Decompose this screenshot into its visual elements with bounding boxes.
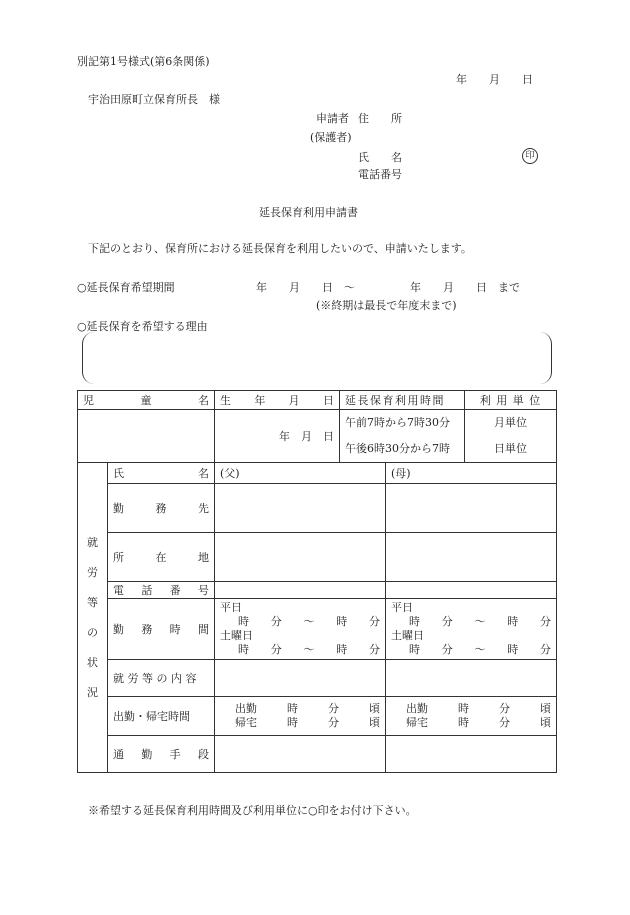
form-number: 別記第1号様式(第6条関係) (77, 55, 210, 68)
birth-date-header: 生 年 月 日 (215, 391, 340, 410)
parent-name-row (78, 463, 557, 484)
applicant-label: 申請者 (316, 112, 349, 125)
workplace-label: 勤 務 先 (108, 484, 215, 533)
reason-label: ○延長保育を希望する理由 (77, 320, 208, 333)
location-row (78, 533, 557, 582)
commute-means-label: 通 勤 手 段 (108, 736, 215, 773)
address-label: 住 所 (358, 112, 402, 125)
date-line: 年 月 日 (456, 73, 533, 86)
application-table (77, 390, 557, 773)
father-phone-input[interactable] (215, 582, 386, 599)
unit-option-month[interactable]: 月単位 (494, 416, 527, 429)
unit-options[interactable] (465, 410, 557, 463)
father-commute-time-input[interactable]: 出勤 時 分 頃 帰宅 時 分 頃 (215, 697, 386, 736)
table-header-row (78, 391, 557, 410)
mother-commute-means-input[interactable] (386, 736, 557, 773)
mother-commute-time-input[interactable]: 出勤 時 分 頃 帰宅 時 分 頃 (386, 697, 557, 736)
name-label: 氏 名 (358, 151, 402, 164)
period-label: ○延長保育希望期間 (77, 281, 175, 294)
period-range: 年 月 日 ～ 年 月 日 まで (256, 281, 520, 294)
child-name-input[interactable] (78, 410, 215, 463)
mother-work-hours-input[interactable]: 平日 時 分 ～ 時 分 土曜日 時 分 ～ 時 分 (386, 599, 557, 660)
commute-time-label: 出勤・帰宅時間 (108, 697, 215, 736)
mother-name-input[interactable]: (母) (386, 463, 557, 484)
hours-option-evening[interactable]: 午後6時30分から7時 (345, 442, 450, 455)
mother-work-content-input[interactable] (386, 660, 557, 697)
father-commute-means-input[interactable] (215, 736, 386, 773)
commute-time-row (78, 697, 557, 736)
father-workplace-input[interactable] (215, 484, 386, 533)
phone-label: 電話番号 (358, 168, 402, 181)
usage-unit-header: 利 用 単 位 (465, 391, 557, 410)
father-location-input[interactable] (215, 533, 386, 582)
hours-options[interactable] (340, 410, 465, 463)
parent-name-label: 氏 名 (108, 463, 215, 484)
work-content-row (78, 660, 557, 697)
reason-input-area[interactable] (82, 332, 552, 384)
work-content-label: 就 労 等 の 内 容 (108, 660, 215, 697)
child-name-header: 児 童 名 (78, 391, 215, 410)
father-name-input[interactable]: (父) (215, 463, 386, 484)
unit-option-day[interactable]: 日単位 (494, 442, 527, 455)
intro-text: 下記のとおり、保育所における延長保育を利用したいので、申請いたします。 (88, 242, 472, 255)
mother-workplace-input[interactable] (386, 484, 557, 533)
father-work-content-input[interactable] (215, 660, 386, 697)
extended-hours-header: 延長保育利用時間 (340, 391, 465, 410)
mother-phone-input[interactable] (386, 582, 557, 599)
phone-row (78, 582, 557, 599)
work-hours-label: 勤 務 時 間 (108, 599, 215, 660)
period-note: (※終期は最長で年度末まで) (316, 299, 457, 312)
phone-number-label: 電 話 番 号 (108, 582, 215, 599)
guardian-label: (保護者) (310, 131, 352, 144)
child-row (78, 410, 557, 463)
birth-date-input[interactable]: 年 月 日 (215, 410, 340, 463)
footer-note: ※希望する延長保育利用時間及び利用単位に○印をお付け下さい。 (88, 804, 417, 817)
addressee: 宇治田原町立保育所長 様 (88, 93, 220, 106)
father-work-hours-input[interactable]: 平日 時 分 ～ 時 分 土曜日 時 分 ～ 時 分 (215, 599, 386, 660)
work-hours-row (78, 599, 557, 660)
commute-means-row (78, 736, 557, 773)
employment-status-side-title: 就 労 等 の 状 況 (78, 463, 108, 773)
hours-option-morning[interactable]: 午前7時から7時30分 (345, 416, 450, 429)
document-title: 延長保育利用申請書 (259, 206, 358, 219)
workplace-row (78, 484, 557, 533)
seal-mark: 印 (522, 148, 538, 164)
location-label: 所 在 地 (108, 533, 215, 582)
mother-location-input[interactable] (386, 533, 557, 582)
